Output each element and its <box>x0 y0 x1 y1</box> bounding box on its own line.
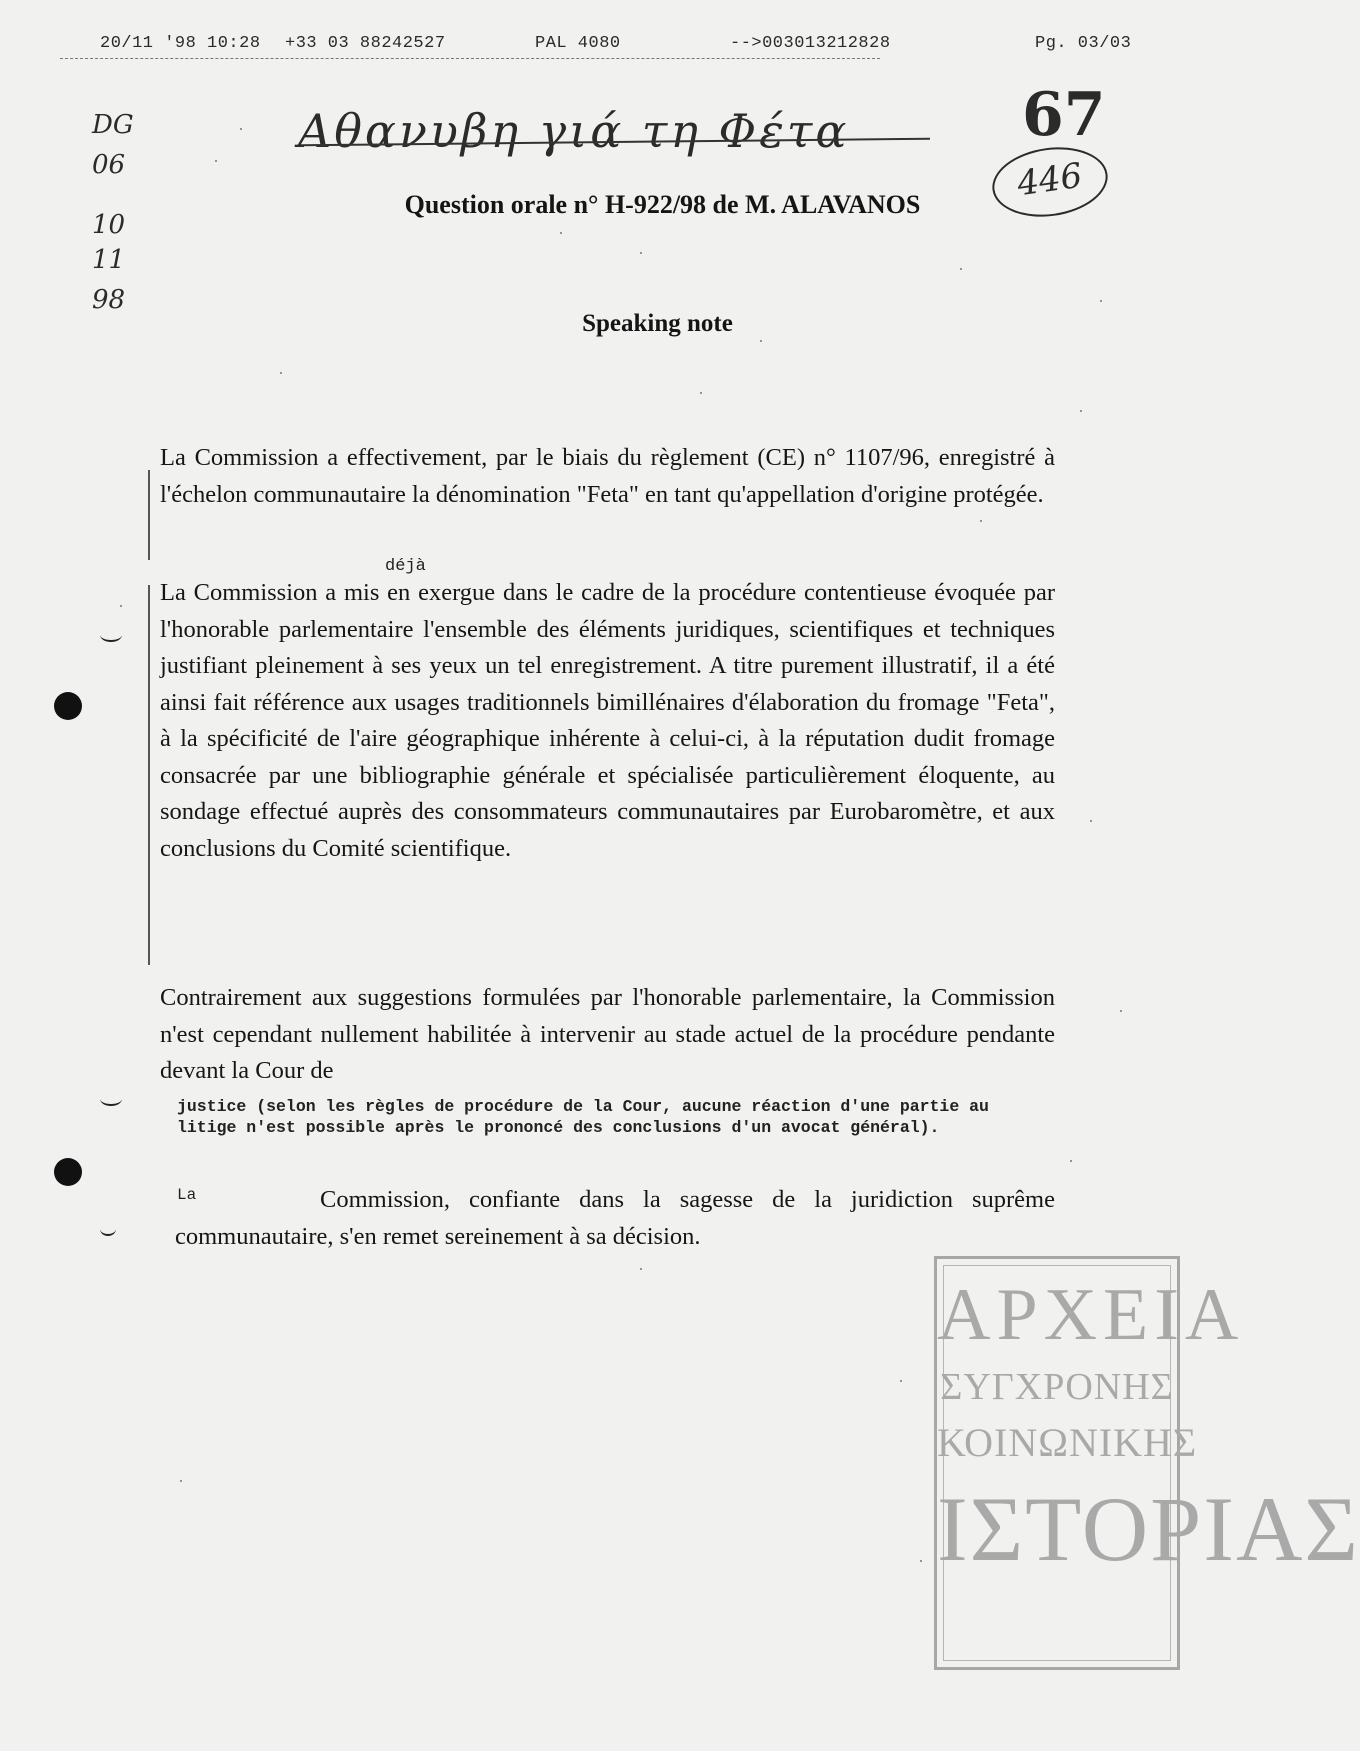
fax-header-rule <box>60 58 880 59</box>
handwritten-insertion: déjà <box>385 557 426 576</box>
circled-reference-text: 446 <box>1014 155 1085 205</box>
archive-stamp <box>934 1256 1360 1670</box>
stamp-line-1: ΑΡΧΕΙΑ <box>937 1274 1245 1356</box>
margin-note-dg: DG <box>92 110 134 140</box>
document-subheading: Speaking note <box>582 310 733 337</box>
stamp-line-3: ΚΟΙΝΩΝΙΚΗΣ <box>937 1420 1198 1465</box>
margin-note-11: 11 <box>92 245 126 275</box>
margin-tick-2 <box>100 1092 122 1106</box>
stamp-line-4: ΙΣΤΟΡΙΑΣ <box>937 1478 1360 1580</box>
typed-la: La <box>177 1186 197 1204</box>
fax-page: Pg. 03/03 <box>1035 34 1132 53</box>
margin-note-10: 10 <box>92 210 126 240</box>
typed-insert: justice (selon les règles de procédure de la Cour, aucune réaction d'une partie au litige n'est possible après le prononcé des conclusions d'un avocat général). <box>177 1097 989 1137</box>
handwritten-number: 67 <box>1022 80 1106 150</box>
document-heading: Question orale n° H-922/98 de M. ALAVANOS <box>404 190 921 219</box>
margin-note-98: 98 <box>92 285 126 315</box>
margin-bracket-2 <box>148 585 150 965</box>
margin-note-06: 06 <box>92 150 126 180</box>
margin-bullet-2 <box>54 1158 82 1186</box>
fax-destination: -->003013212828 <box>730 34 891 53</box>
fax-device: PAL 4080 <box>535 34 621 53</box>
margin-bullet-1 <box>54 692 82 720</box>
paragraph-1: La Commission a effectivement, par le biais du règlement (CE) n° 1107/96, enregistré à l'échelon communautaire la dénomination "Feta" en tant qu'appellation d'origine protégée. <box>160 444 1055 508</box>
margin-tick-1 <box>100 628 122 642</box>
fax-header <box>100 34 1130 58</box>
paragraph-2: La Commission a mis en exergue dans le cadre de la procédure contentieuse évoquée par l'honorable parlementaire l'ensemble des éléments juridiques, scientifiques et techniques justifiant pleinement à ses yeux un tel enregistrement. A titre purement illustratif, il a été ainsi fait référence aux usages traditionnels bimillénaires d'élaboration du fromage "Feta", à la spécificité de l'aire géographique inhérente à celui-ci, à la réputation dudit fromage consacrée par une bibliographie générale et spécialisée particulièrement éloquente, au sondage effectué auprès des consommateurs communautaires par Eurobaromètre, et aux conclusions du Comité scientifique. <box>160 579 1055 862</box>
paragraph-5: Commission, confiante dans la sagesse de la juridiction suprême communautaire, s'en remet sereinement à sa décision. <box>175 1186 1055 1250</box>
margin-tick-3 <box>100 1222 116 1236</box>
margin-bracket-1 <box>148 470 150 560</box>
fax-phone: +33 03 88242527 <box>285 34 446 53</box>
fax-datetime: 20/11 '98 10:28 <box>100 34 261 53</box>
paragraph-3: Contrairement aux suggestions formulées par l'honorable parlementaire, la Commission n'est cependant nullement habilitée à intervenir au stade actuel de la procédure pendante devant la Cour de <box>160 984 1055 1084</box>
stamp-line-2: ΣΥΓΧΡΟΝΗΣ <box>940 1366 1174 1408</box>
handwritten-title: Αθανυβη γιά τη Φέτα <box>298 104 850 158</box>
